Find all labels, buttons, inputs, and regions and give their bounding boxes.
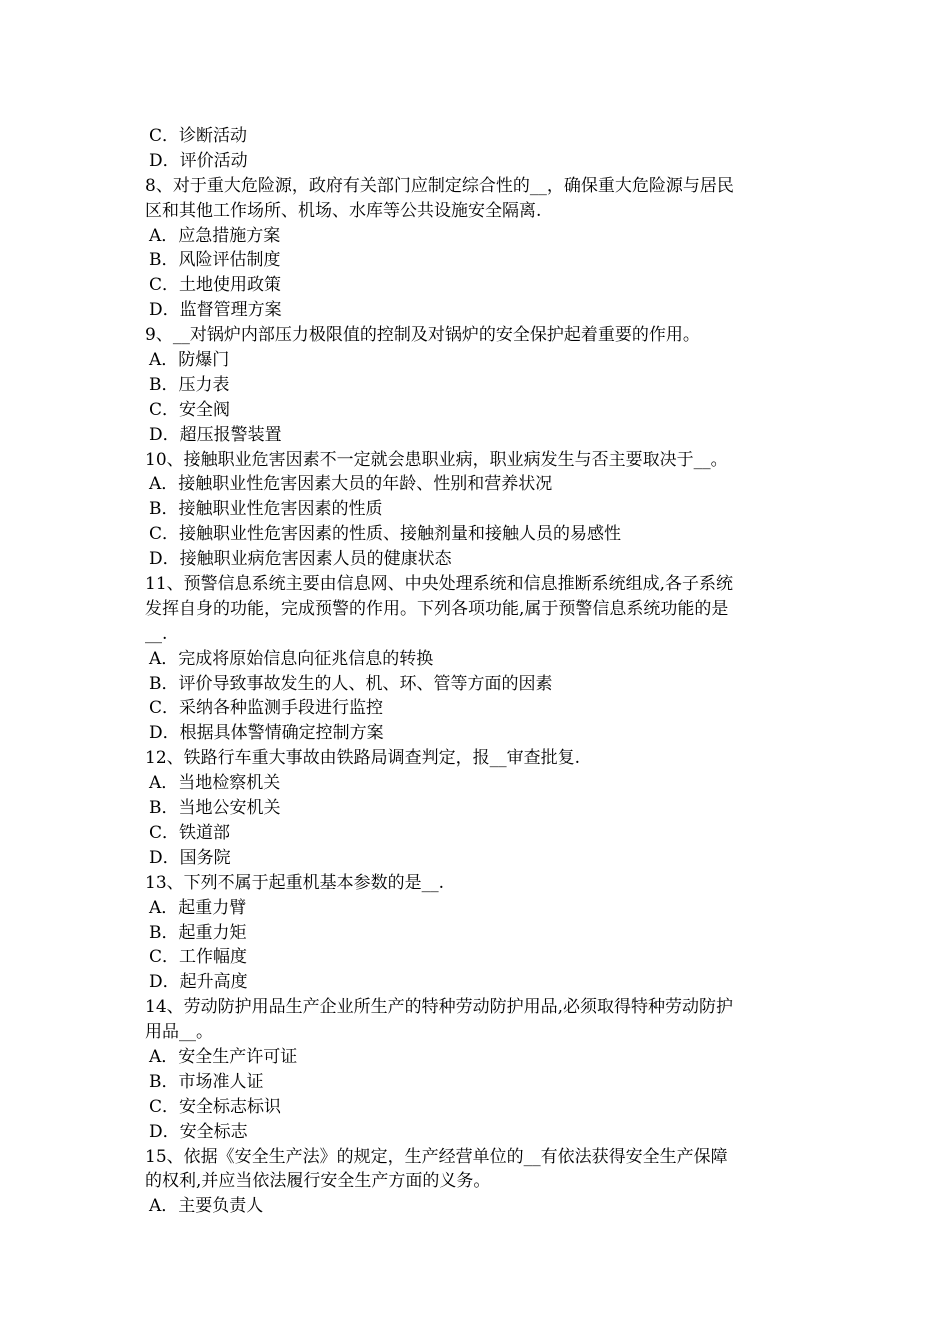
answer-option: A．当地检察机关 <box>149 773 281 794</box>
answer-option: A．起重力臂 <box>149 897 247 918</box>
answer-option: C．接触职业性危害因素的性质、接触剂量和接触人员的易感性 <box>149 524 622 545</box>
answer-option: D．安全标志 <box>149 1121 248 1142</box>
question-block <box>145 448 813 572</box>
document-page <box>145 124 813 1219</box>
question-text: 发挥自身的功能，完成预警的作用。下列各项功能,属于预警信息系统功能的是 <box>145 598 729 619</box>
answer-option: B．风险评估制度 <box>149 250 281 271</box>
answer-option: C．采纳各种监测手段进行监控 <box>149 698 384 719</box>
question-text: __. <box>145 623 168 644</box>
answer-option: A．应急措施方案 <box>149 225 281 246</box>
question-text: 的权利,并应当依法履行安全生产方面的义务。 <box>145 1171 491 1192</box>
question-block <box>145 572 813 746</box>
answer-option: A．完成将原始信息向征兆信息的转换 <box>149 648 434 669</box>
answer-option: D．起升高度 <box>149 972 248 993</box>
answer-option: D．超压报警装置 <box>149 424 282 445</box>
question-text: 11、预警信息系统主要由信息网、中央处理系统和信息推断系统组成,各子系统 <box>145 574 734 595</box>
question-text: 区和其他工作场所、机场、水库等公共设施安全隔离. <box>145 200 542 221</box>
question-text: 9、__对锅炉内部压力极限值的控制及对锅炉的安全保护起着重要的作用。 <box>145 325 700 346</box>
answer-option: B．起重力矩 <box>149 922 247 943</box>
question-block <box>145 995 813 1144</box>
answer-option: A．防爆门 <box>149 350 230 371</box>
question-text: 用品__。 <box>145 1022 213 1043</box>
answer-option: B．当地公安机关 <box>149 798 281 819</box>
question-block <box>145 124 813 174</box>
question-block <box>145 323 813 447</box>
answer-option: A．主要负责人 <box>149 1196 264 1217</box>
answer-option: C．安全标志标识 <box>149 1096 282 1117</box>
question-text: 13、下列不属于起重机基本参数的是__. <box>145 872 445 893</box>
question-block <box>145 871 813 995</box>
answer-option: B．市场准人证 <box>149 1071 264 1092</box>
answer-option: C．工作幅度 <box>149 947 248 968</box>
question-block <box>145 174 813 323</box>
answer-option: C．铁道部 <box>149 822 231 843</box>
question-block <box>145 746 813 870</box>
question-text: 14、劳动防护用品生产企业所生产的特种劳动防护用品,必须取得特种劳动防护 <box>145 997 734 1018</box>
question-text: 10、接触职业危害因素不一定就会患职业病，职业病发生与否主要取决于__。 <box>145 449 728 470</box>
answer-option: D．监督管理方案 <box>149 300 282 321</box>
answer-option: D．接触职业病危害因素人员的健康状态 <box>149 549 452 570</box>
answer-option: A．接触职业性危害因素大员的年龄、性别和营养状况 <box>149 474 553 495</box>
answer-option: B．评价导致事故发生的人、机、环、管等方面的因素 <box>149 673 553 694</box>
answer-option: A．安全生产许可证 <box>149 1046 298 1067</box>
question-text: 12、铁路行车重大事故由铁路局调查判定，报__审查批复. <box>145 748 581 769</box>
answer-option: C．诊断活动 <box>149 126 248 146</box>
answer-option: D．根据具体警情确定控制方案 <box>149 723 384 744</box>
answer-option: B．接触职业性危害因素的性质 <box>149 499 383 520</box>
answer-option: C．安全阀 <box>149 399 231 420</box>
question-text: 8、对于重大危险源，政府有关部门应制定综合性的__，确保重大危险源与居民 <box>145 175 734 196</box>
question-block <box>145 1145 813 1220</box>
question-text: 15、依据《安全生产法》的规定，生产经营单位的__有依法获得安全生产保障 <box>145 1146 728 1167</box>
answer-option: D．国务院 <box>149 847 231 868</box>
answer-option: D．评价活动 <box>149 150 248 171</box>
answer-option: B．压力表 <box>149 374 230 395</box>
answer-option: C．土地使用政策 <box>149 275 282 296</box>
